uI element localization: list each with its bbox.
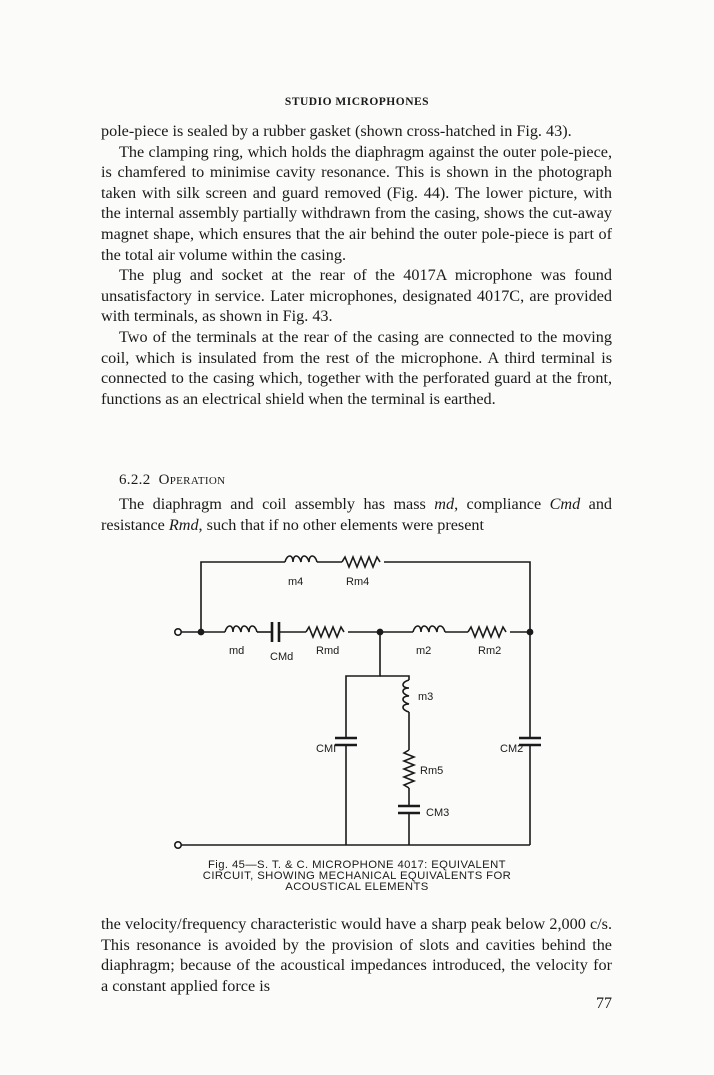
paragraph: the velocity/frequency characteristic would have a sharp peak below 2,000 c/s. This resonance is avoided by the provision of slots and cavities behind the diaphragm; because of the acoustical impedances introduced, the velocity for a constant applied force is (101, 915, 612, 995)
compliance-symbol: Cmd (549, 495, 581, 513)
resistance-symbol: Rmd (168, 515, 199, 534)
operation-paragraph (101, 494, 612, 535)
capacitor-cm1 (335, 738, 357, 745)
resistor-rm4 (342, 557, 380, 567)
resistor-rm2 (468, 627, 506, 637)
paragraph: The clamping ring, which holds the diaphragm against the outer pole-piece, is chamfered to minimise cavity resonance. This is shown in the photograph taken with silk screen and guard removed (Fig. 44). The lower picture, with the internal assembly partially withdrawn from the casing, shows the cut-away magnet shape, which ensures that the air behind the outer pole-piece is part of the total air volume within the casing. (101, 142, 612, 264)
paragraph: pole-piece is sealed by a rubber gasket (shown cross-hatched in Fig. 43). (101, 122, 572, 140)
inductor-m2 (413, 626, 445, 632)
label-cm2: CM2 (500, 743, 524, 755)
caption-line: Fig. 45—S. T. & C. MICROPHONE 4017: EQUIVALENT (208, 859, 506, 871)
capacitor-cmd (272, 622, 279, 642)
section-heading (119, 472, 225, 489)
section-number: 6.2.2 (119, 472, 151, 488)
running-head: STUDIO MICROPHONES (284, 96, 430, 108)
label-rm4: Rm4 (346, 576, 370, 588)
label-rmd: Rmd (316, 645, 340, 657)
wire (346, 632, 380, 738)
body-text-top (101, 121, 612, 409)
label-rm5: Rm5 (420, 765, 444, 777)
label-m2: m2 (416, 645, 432, 657)
section-title: Operation (158, 472, 226, 488)
junction-dot (198, 629, 203, 634)
page-number: 77 (596, 995, 612, 1012)
paragraph: The plug and socket at the rear of the 4017A microphone was found unsatisfactory in service. Later microphones, designated 4017C, are provided with terminals, as shown in Fig. 43. (101, 266, 612, 326)
text-run: The diaphragm and coil assembly has mass (119, 495, 435, 513)
capacitor-cm3 (398, 806, 420, 813)
label-cm3: CM3 (426, 807, 450, 819)
caption-line: ACOUSTICAL ELEMENTS (285, 881, 429, 893)
wire (384, 562, 530, 632)
text-run: , such that if no other elements were present (198, 515, 484, 534)
inductor-md (225, 626, 257, 632)
resistor-rmd (306, 627, 344, 637)
label-cmd: CMd (270, 651, 294, 663)
wire (380, 676, 409, 680)
caption-line: CIRCUIT, SHOWING MECHANICAL EQUIVALENTS FOR (202, 870, 512, 882)
input-terminal-bottom (175, 842, 181, 848)
equivalent-circuit-diagram (0, 540, 714, 860)
label-m4: m4 (288, 576, 304, 588)
label-md: md (229, 645, 245, 657)
inductor-m3 (403, 680, 409, 712)
text-run: and resistance (101, 495, 613, 534)
label-m3: m3 (418, 691, 434, 703)
wire (201, 562, 285, 632)
figure-caption (0, 860, 714, 893)
mass-symbol: md (434, 495, 455, 513)
input-terminal-top (175, 629, 181, 635)
label-cm1: CMI (316, 743, 337, 755)
paragraph: Two of the terminals at the rear of the casing are connected to the moving coil, which is insulated from the rest of the microphone. A third terminal is connected to the casing which, together with the perforated guard at the front, functions as an electrical shield when the terminal is earthed. (101, 327, 612, 408)
label-rm2: Rm2 (478, 645, 502, 657)
body-text-bottom (101, 914, 612, 996)
text-run: , compliance (454, 495, 550, 513)
resistor-rm5 (404, 750, 414, 788)
inductor-m4 (285, 556, 317, 562)
